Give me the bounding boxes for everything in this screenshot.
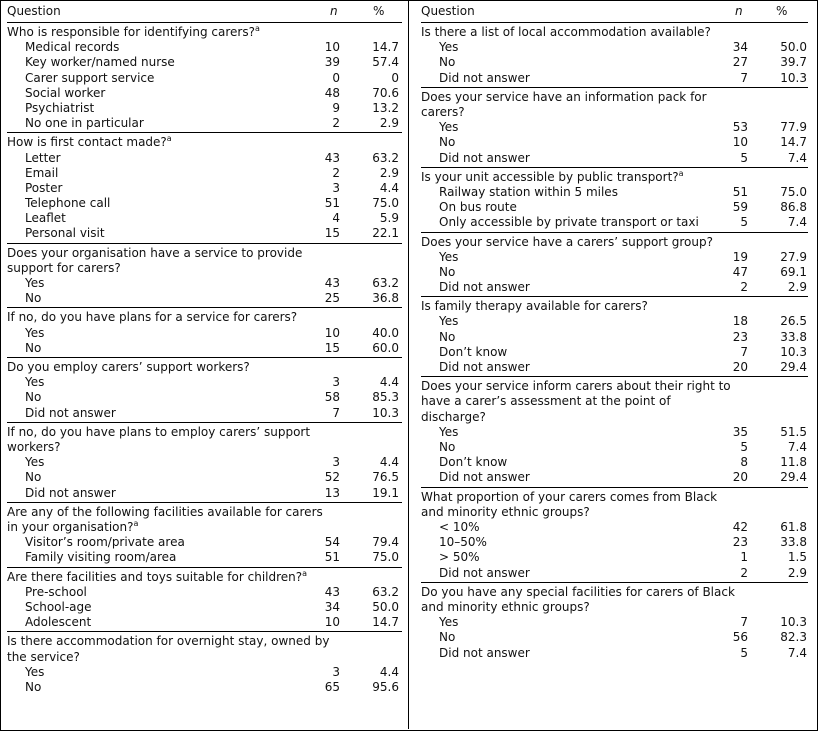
answer-count: 52 (324, 470, 340, 485)
answer-count: 23 (732, 329, 748, 344)
question-label: Does your service have an information pack for carers? (421, 89, 707, 119)
answer-label: Family visiting room/area (25, 550, 177, 565)
answer-count: 35 (732, 424, 748, 439)
answer-percent: 14.7 (372, 40, 399, 55)
answer-label: Yes (439, 120, 459, 135)
answer-count: 1 (740, 550, 748, 565)
answer-count: 15 (324, 226, 340, 241)
answer-label: No (439, 440, 456, 455)
question-text (7, 634, 332, 664)
answer-row (7, 40, 402, 55)
answer-percent: 22.1 (372, 226, 399, 241)
answer-row (7, 535, 402, 550)
answer-count: 65 (324, 679, 340, 694)
answer-count: 3 (332, 664, 340, 679)
answer-label: Key worker/named nurse (25, 55, 175, 70)
answer-label: No (439, 135, 456, 150)
answer-label: Yes (439, 424, 459, 439)
question-group (7, 632, 402, 696)
answer-label: Personal visit (25, 226, 105, 241)
question-text (421, 170, 738, 185)
answer-row (421, 520, 808, 535)
question-label: Does your organisation have a service to provide support for carers? (7, 245, 303, 275)
question-label: Do you have any special facilities for carers of Black and minority ethnic groups? (421, 584, 735, 614)
answer-label: No (439, 55, 456, 70)
answer-percent: 33.8 (780, 329, 807, 344)
answer-count: 10 (324, 40, 340, 55)
question-text (7, 135, 332, 150)
answer-percent: 11.8 (780, 455, 807, 470)
answer-percent: 10.3 (780, 70, 807, 85)
answer-row (421, 535, 808, 550)
percent-header: % (373, 4, 385, 18)
answer-label: Poster (25, 180, 63, 195)
answer-count: 7 (740, 70, 748, 85)
answer-row (421, 425, 808, 440)
answer-percent: 63.2 (372, 584, 399, 599)
footnote-marker: a (254, 24, 260, 33)
question-text (7, 25, 332, 40)
answer-percent: 7.4 (787, 215, 807, 230)
question-group (7, 503, 402, 568)
question-label: Does your service inform carers about their right to have a carer’s assessment at the point of discharge? (421, 379, 731, 424)
left-column (7, 0, 402, 696)
answer-percent: 63.2 (372, 276, 399, 291)
answer-percent: 76.5 (372, 470, 399, 485)
answer-percent: 13.2 (372, 100, 399, 115)
answer-percent: 7.4 (787, 440, 807, 455)
answer-label: No (439, 630, 456, 645)
answer-row (7, 406, 402, 421)
answer-count: 2 (740, 565, 748, 580)
answer-count: 3 (332, 375, 340, 390)
answer-row (421, 185, 808, 200)
answer-label: Social worker (25, 85, 106, 100)
question-text (7, 246, 332, 276)
right-header-row (421, 0, 808, 23)
answer-label: Psychiatrist (25, 100, 95, 115)
answer-label: No (25, 679, 42, 694)
answer-row (421, 470, 808, 485)
answer-label: Only accessible by private transport or taxi (439, 215, 699, 230)
answer-percent: 2.9 (787, 280, 807, 295)
answer-percent: 50.0 (372, 599, 399, 614)
question-group (7, 244, 402, 309)
n-header: n (735, 4, 743, 18)
question-group (421, 233, 808, 298)
question-group (7, 23, 402, 133)
answer-label: No (25, 390, 42, 405)
answer-label: Telephone call (25, 196, 111, 211)
answer-percent: 19.1 (372, 485, 399, 500)
footnote-marker: a (678, 168, 684, 178)
answer-row (421, 71, 808, 86)
percent-header: % (776, 4, 788, 18)
answer-label: Adolescent (25, 615, 92, 630)
answer-count: 18 (732, 314, 748, 329)
answer-label: > 50% (439, 550, 480, 565)
answer-label: Leaflet (25, 211, 66, 226)
answer-count: 7 (740, 344, 748, 359)
question-text (421, 585, 738, 615)
answer-label: Yes (25, 455, 45, 470)
question-group (7, 358, 402, 423)
answer-label: No (439, 329, 456, 344)
answer-count: 5 (740, 440, 748, 455)
answer-row (7, 375, 402, 390)
answer-percent: 4.4 (379, 180, 399, 195)
question-text (421, 25, 738, 40)
answer-label: Don’t know (439, 455, 508, 470)
answer-percent: 61.8 (780, 519, 807, 534)
answer-count: 2 (332, 116, 340, 131)
answer-row (7, 196, 402, 211)
answer-count: 10 (324, 615, 340, 630)
answer-row (7, 470, 402, 485)
question-label: Is there accommodation for overnight stay, owned by the service? (7, 634, 330, 664)
answer-count: 3 (332, 180, 340, 195)
question-text (421, 379, 738, 425)
answer-count: 9 (332, 100, 340, 115)
question-label: How is first contact made? (7, 135, 167, 150)
answer-percent: 50.0 (780, 40, 807, 55)
answer-row (7, 390, 402, 405)
answer-count: 39 (324, 55, 340, 70)
question-text (7, 310, 332, 325)
answer-label: Carer support service (25, 70, 155, 85)
question-text (421, 235, 738, 250)
answer-row (7, 585, 402, 600)
answer-percent: 77.9 (780, 120, 807, 135)
right-column (421, 0, 808, 662)
answer-label: Pre-school (25, 584, 87, 599)
answer-row (7, 151, 402, 166)
answer-percent: 70.6 (372, 85, 399, 100)
answer-label: Did not answer (439, 150, 530, 165)
answer-label: No (25, 340, 42, 355)
answer-row (421, 646, 808, 661)
answer-row (421, 280, 808, 295)
answer-count: 34 (324, 599, 340, 614)
answer-label: 10–50% (439, 535, 487, 550)
answer-row (7, 455, 402, 470)
answer-label: Yes (25, 276, 45, 291)
answer-label: Yes (25, 375, 45, 390)
question-group (7, 568, 402, 633)
right-body (421, 23, 808, 662)
answer-label: Yes (439, 40, 459, 55)
question-group (421, 377, 808, 487)
answer-count: 7 (332, 405, 340, 420)
question-label: If no, do you have plans to employ carers’ support workers? (7, 424, 311, 454)
answer-label: Did not answer (439, 470, 530, 485)
left-body (7, 23, 402, 696)
answer-count: 51 (324, 196, 340, 211)
answer-row (7, 116, 402, 131)
answer-percent: 33.8 (780, 535, 807, 550)
answer-row (7, 600, 402, 615)
answer-row (421, 615, 808, 630)
question-group (7, 133, 402, 243)
answer-label: Did not answer (439, 70, 530, 85)
answer-count: 56 (732, 630, 748, 645)
question-label: Is family therapy available for carers? (421, 299, 648, 314)
answer-label: No (25, 470, 42, 485)
question-label: If no, do you have plans for a service for carers? (7, 310, 298, 325)
answer-label: Yes (439, 314, 459, 329)
answer-row (7, 341, 402, 356)
question-text (421, 90, 738, 120)
answer-percent: 95.6 (372, 679, 399, 694)
answer-percent: 7.4 (787, 645, 807, 660)
answer-percent: 69.1 (780, 264, 807, 279)
answer-percent: 75.0 (372, 196, 399, 211)
answer-row (7, 276, 402, 291)
answer-label: Visitor’s room/private area (25, 535, 185, 550)
answer-label: On bus route (439, 200, 517, 215)
answer-percent: 10.3 (780, 344, 807, 359)
answer-count: 2 (740, 280, 748, 295)
answer-percent: 4.4 (379, 455, 399, 470)
answer-percent: 40.0 (372, 325, 399, 340)
question-label: What proportion of your carers comes from Black and minority ethnic groups? (421, 489, 718, 519)
question-group (421, 23, 808, 88)
answer-row (421, 455, 808, 470)
answer-percent: 10.3 (780, 615, 807, 630)
answer-percent: 1.5 (787, 550, 807, 565)
answer-label: Medical records (25, 40, 120, 55)
answer-count: 58 (324, 390, 340, 405)
question-label: Are there facilities and toys suitable for children? (7, 569, 303, 584)
answer-count: 51 (732, 184, 748, 199)
answer-count: 48 (324, 85, 340, 100)
answer-count: 43 (324, 276, 340, 291)
question-text (421, 299, 738, 314)
answer-label: Don’t know (439, 344, 508, 359)
answer-count: 53 (732, 120, 748, 135)
answer-percent: 4.4 (379, 664, 399, 679)
answer-count: 5 (740, 215, 748, 230)
answer-percent: 86.8 (780, 200, 807, 215)
question-header: Question (7, 4, 61, 18)
answer-percent: 14.7 (372, 615, 399, 630)
answer-label: Did not answer (439, 360, 530, 375)
answer-label: Yes (25, 664, 45, 679)
answer-count: 47 (732, 264, 748, 279)
answer-label: Yes (439, 249, 459, 264)
answer-percent: 75.0 (780, 184, 807, 199)
answer-label: Did not answer (25, 405, 116, 420)
answer-row (7, 326, 402, 341)
answer-row (7, 71, 402, 86)
answer-percent: 4.4 (379, 375, 399, 390)
answer-row (421, 215, 808, 230)
answer-count: 19 (732, 249, 748, 264)
answer-count: 8 (740, 455, 748, 470)
answer-percent: 51.5 (780, 424, 807, 439)
answer-row (7, 291, 402, 306)
question-text (421, 490, 738, 520)
answer-percent: 2.9 (379, 165, 399, 180)
answer-row (7, 211, 402, 226)
answer-count: 15 (324, 340, 340, 355)
answer-label: Letter (25, 150, 61, 165)
question-text (7, 360, 332, 375)
question-group (421, 297, 808, 377)
footnote-marker: a (133, 518, 139, 528)
column-divider (408, 0, 409, 729)
answer-row (7, 86, 402, 101)
answer-label: School-age (25, 599, 92, 614)
answer-row (7, 665, 402, 680)
answer-percent: 29.4 (780, 470, 807, 485)
answer-row (421, 630, 808, 645)
question-group (7, 308, 402, 358)
answer-label: No (439, 264, 456, 279)
answer-row (421, 330, 808, 345)
answer-label: Yes (439, 615, 459, 630)
answer-count: 3 (332, 455, 340, 470)
answer-percent: 7.4 (787, 150, 807, 165)
question-group (421, 488, 808, 583)
answer-row (7, 166, 402, 181)
answer-percent: 79.4 (372, 535, 399, 550)
answer-count: 25 (324, 291, 340, 306)
n-header: n (330, 4, 338, 18)
answer-row (7, 55, 402, 70)
question-group (421, 168, 808, 233)
answer-count: 5 (740, 150, 748, 165)
answer-count: 42 (732, 519, 748, 534)
footnote-marker: a (302, 568, 308, 578)
answer-label: Did not answer (25, 485, 116, 500)
answer-row (421, 120, 808, 135)
answer-count: 10 (324, 325, 340, 340)
answer-count: 7 (740, 615, 748, 630)
answer-row (7, 226, 402, 241)
answer-percent: 82.3 (780, 630, 807, 645)
answer-percent: 63.2 (372, 150, 399, 165)
answer-label: Did not answer (439, 565, 530, 580)
answer-row (7, 486, 402, 501)
question-label: Does your service have a carers’ support group? (421, 234, 713, 249)
answer-row (421, 440, 808, 455)
answer-count: 5 (740, 645, 748, 660)
answer-count: 23 (732, 535, 748, 550)
question-label: Is your unit accessible by public transport? (421, 169, 679, 184)
answer-percent: 29.4 (780, 360, 807, 375)
question-label: Are any of the following facilities available for carers in your organisation? (7, 504, 323, 534)
answer-row (7, 181, 402, 196)
answer-count: 2 (332, 165, 340, 180)
answer-count: 54 (324, 535, 340, 550)
answer-row (421, 250, 808, 265)
answer-row (421, 40, 808, 55)
answer-label: Yes (25, 325, 45, 340)
answer-row (421, 360, 808, 375)
answer-row (421, 265, 808, 280)
answer-count: 20 (732, 470, 748, 485)
answer-row (421, 135, 808, 150)
answer-percent: 60.0 (372, 340, 399, 355)
answer-row (7, 680, 402, 695)
answer-row (7, 101, 402, 116)
question-header: Question (421, 4, 475, 18)
footnote-marker: a (166, 134, 172, 144)
answer-row (421, 550, 808, 565)
answer-percent: 2.9 (379, 116, 399, 131)
answer-percent: 26.5 (780, 314, 807, 329)
answer-row (421, 314, 808, 329)
answer-percent: 0 (391, 70, 399, 85)
answer-row (421, 151, 808, 166)
answer-count: 59 (732, 200, 748, 215)
answer-label: No (25, 291, 42, 306)
answer-count: 0 (332, 70, 340, 85)
question-text (7, 425, 332, 455)
answer-label: Did not answer (439, 645, 530, 660)
answer-count: 13 (324, 485, 340, 500)
answer-count: 4 (332, 211, 340, 226)
answer-count: 43 (324, 584, 340, 599)
question-label: Do you employ carers’ support workers? (7, 360, 250, 375)
answer-count: 27 (732, 55, 748, 70)
answer-percent: 75.0 (372, 550, 399, 565)
question-label: Is there a list of local accommodation available? (421, 25, 711, 39)
answer-count: 10 (732, 135, 748, 150)
answer-percent: 2.9 (787, 565, 807, 580)
question-group (421, 88, 808, 168)
answer-percent: 14.7 (780, 135, 807, 150)
question-text (7, 505, 332, 535)
answer-percent: 5.9 (379, 211, 399, 226)
answer-label: Did not answer (439, 280, 530, 295)
answer-row (421, 55, 808, 70)
question-group (7, 423, 402, 503)
answer-row (7, 615, 402, 630)
answer-percent: 39.7 (780, 55, 807, 70)
answer-label: Email (25, 165, 59, 180)
answer-count: 34 (732, 40, 748, 55)
answer-percent: 10.3 (372, 405, 399, 420)
answer-percent: 85.3 (372, 390, 399, 405)
question-text (7, 570, 332, 585)
answer-row (7, 550, 402, 565)
left-header-row (7, 0, 402, 23)
answer-row (421, 200, 808, 215)
answer-label: < 10% (439, 519, 480, 534)
answer-count: 51 (324, 550, 340, 565)
answer-count: 43 (324, 150, 340, 165)
answer-percent: 27.9 (780, 249, 807, 264)
answer-row (421, 345, 808, 360)
question-group (421, 583, 808, 662)
answer-percent: 36.8 (372, 291, 399, 306)
answer-label: Railway station within 5 miles (439, 184, 618, 199)
answer-count: 20 (732, 360, 748, 375)
answer-row (421, 566, 808, 581)
answer-label: No one in particular (25, 116, 144, 131)
question-label: Who is responsible for identifying carers? (7, 25, 255, 39)
answer-percent: 57.4 (372, 55, 399, 70)
